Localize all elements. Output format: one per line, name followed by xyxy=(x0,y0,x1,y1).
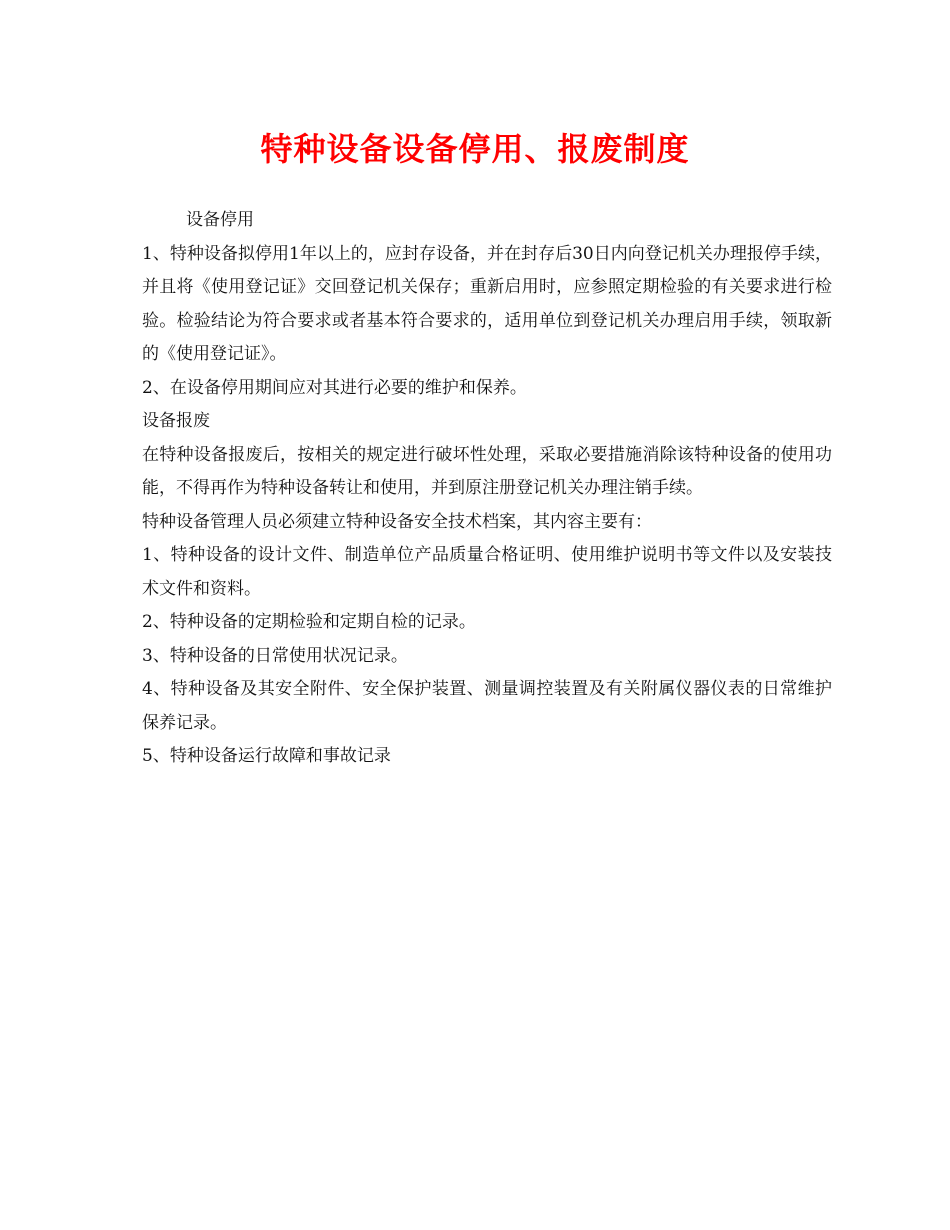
paragraph-suspension-rule-1: 1、特种设备拟停用1年以上的，应封存设备，并在封存后30日内向登记机关办理报停手续，并且将《使用登记证》交回登记机关保存；重新启用时，应参照定期检验的有关要求进行检验。检验结论为符合要求或者基本符合要求的，适用单位到登记机关办理启用手续，领取新的《使用登记证》。 xyxy=(142,243,832,364)
paragraph-archive-item-3: 3、特种设备的日常使用状况记录。 xyxy=(142,645,408,666)
paragraph-archive-item-2: 2、特种设备的定期检验和定期自检的记录。 xyxy=(142,612,476,632)
paragraph-archive-item-4: 4、特种设备及其安全附件、安全保护装置、测量调控装置及有关附属仪器仪表的日常维护保养记录。 xyxy=(142,679,832,733)
document-title: 特种设备设备停用、报废制度 xyxy=(260,130,690,168)
paragraph-suspension-rule-2: 2、在设备停用期间应对其进行必要的维护和保养。 xyxy=(142,377,527,398)
paragraph-scrapping-rule: 在特种设备报废后，按相关的规定进行破坏性处理，采取必要措施消除该特种设备的使用功能，不得再作为特种设备转让和使用，并到原注册登记机关办理注销手续。 xyxy=(142,444,832,498)
paragraph-archive-intro: 特种设备管理人员必须建立特种设备安全技术档案，其内容主要有： xyxy=(142,511,652,532)
document-body xyxy=(142,204,832,774)
section-heading-suspension: 设备停用 xyxy=(186,210,254,230)
paragraph-archive-item-5: 5、特种设备运行故障和事故记录 xyxy=(142,746,391,766)
paragraph-archive-item-1: 1、特种设备的设计文件、制造单位产品质量合格证明、使用维护说明书等文件以及安装技术文件和资料。 xyxy=(142,545,832,599)
section-heading-scrapping: 设备报废 xyxy=(142,411,210,431)
